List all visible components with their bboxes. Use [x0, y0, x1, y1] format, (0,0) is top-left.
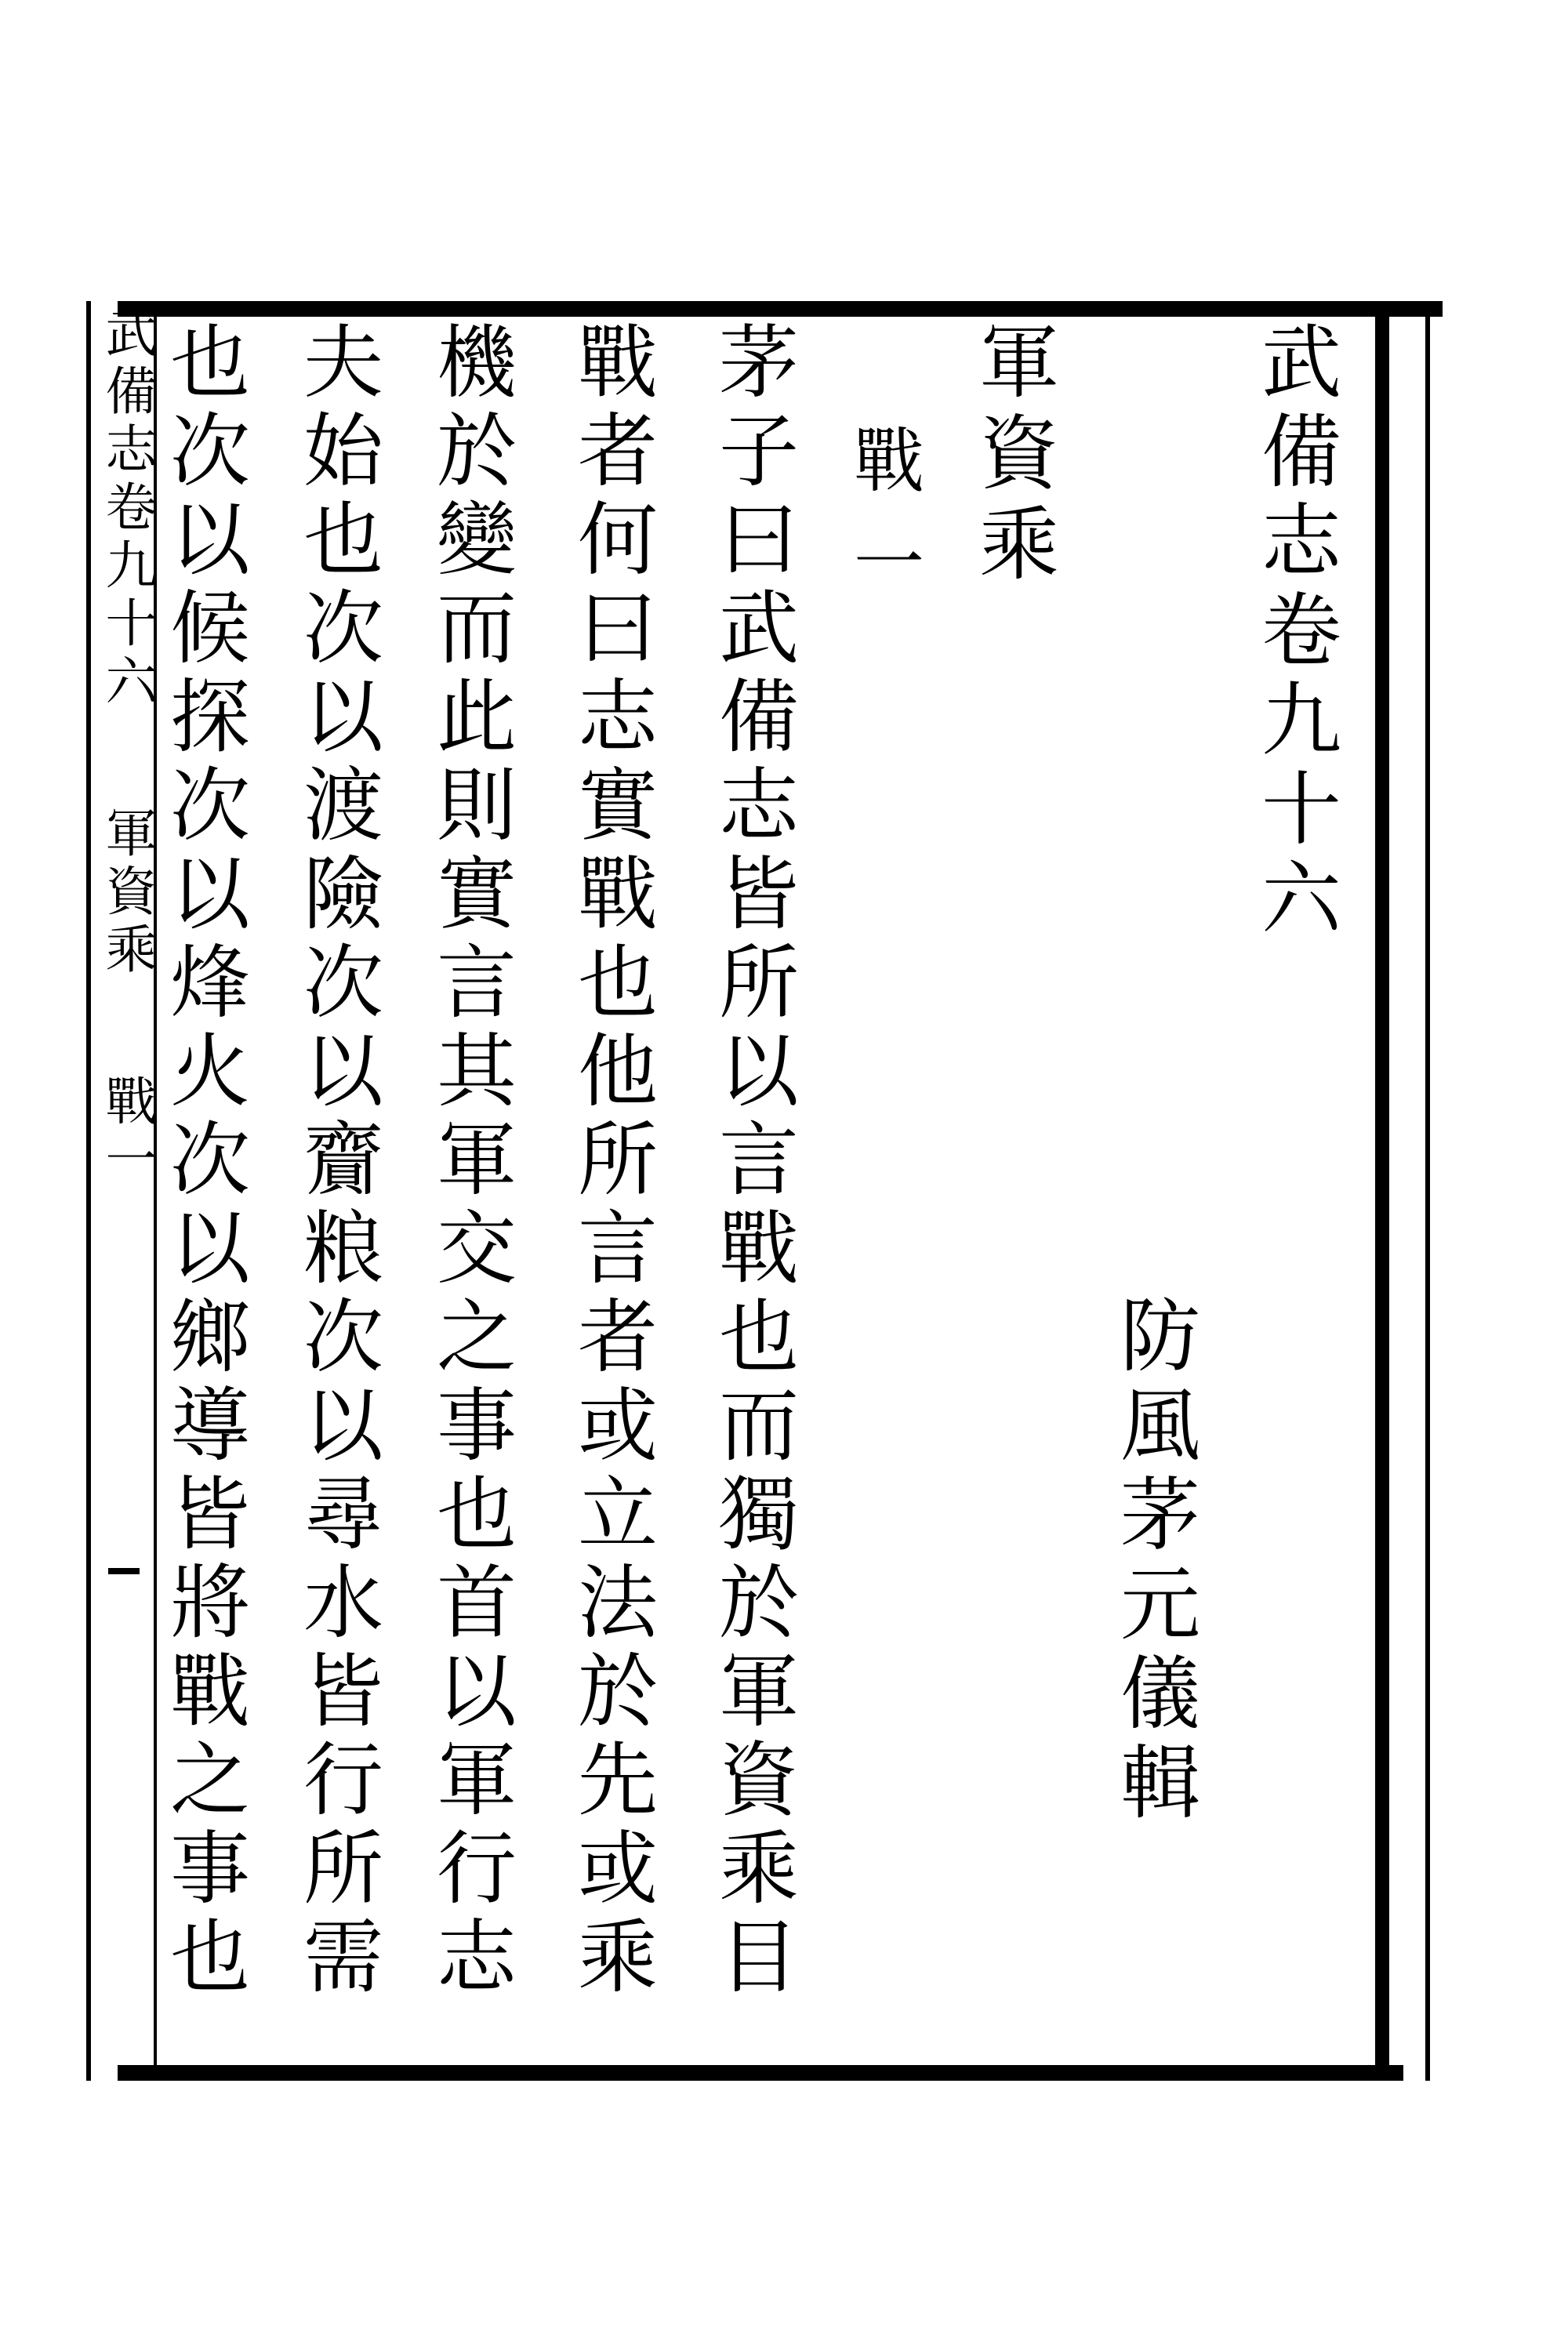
frame-right-border [1375, 301, 1389, 2081]
volume-title: 武備志卷九十六 [1248, 320, 1341, 946]
margin-chapter: 戰一 [96, 1074, 157, 1190]
frame-left-outer-border [86, 301, 91, 2081]
body-column-4: 夫始也次以渡險次以齎粮次以尋水皆行所需 [290, 320, 383, 2003]
frame-right-thin-border [1425, 301, 1430, 2081]
margin-page-mark [108, 1568, 140, 1574]
body-column-2: 戰者何曰志實戰也他所言者或立法於先或乘 [564, 320, 658, 2003]
frame-bottom-border [118, 2065, 1403, 2081]
margin-section: 軍資乘 [96, 806, 157, 980]
frame-top-border [118, 301, 1443, 317]
body-column-5: 也次以候探次以烽火次以鄉導皆將戰之事也 [157, 320, 250, 2003]
body-column-1: 茅子曰武備志皆所以言戰也而獨於軍資乘目 [706, 320, 799, 2003]
section-heading: 軍資乘 [966, 320, 1059, 593]
fold-margin-label [93, 306, 157, 1190]
body-column-3: 機於變而此則實言其軍交之事也首以軍行志 [423, 320, 517, 2003]
margin-book-title: 武備志卷九十六 [96, 306, 157, 712]
compiler-credit: 防風茅元儀輯 [1107, 1294, 1200, 1830]
chapter-heading: 戰一 [841, 423, 924, 627]
